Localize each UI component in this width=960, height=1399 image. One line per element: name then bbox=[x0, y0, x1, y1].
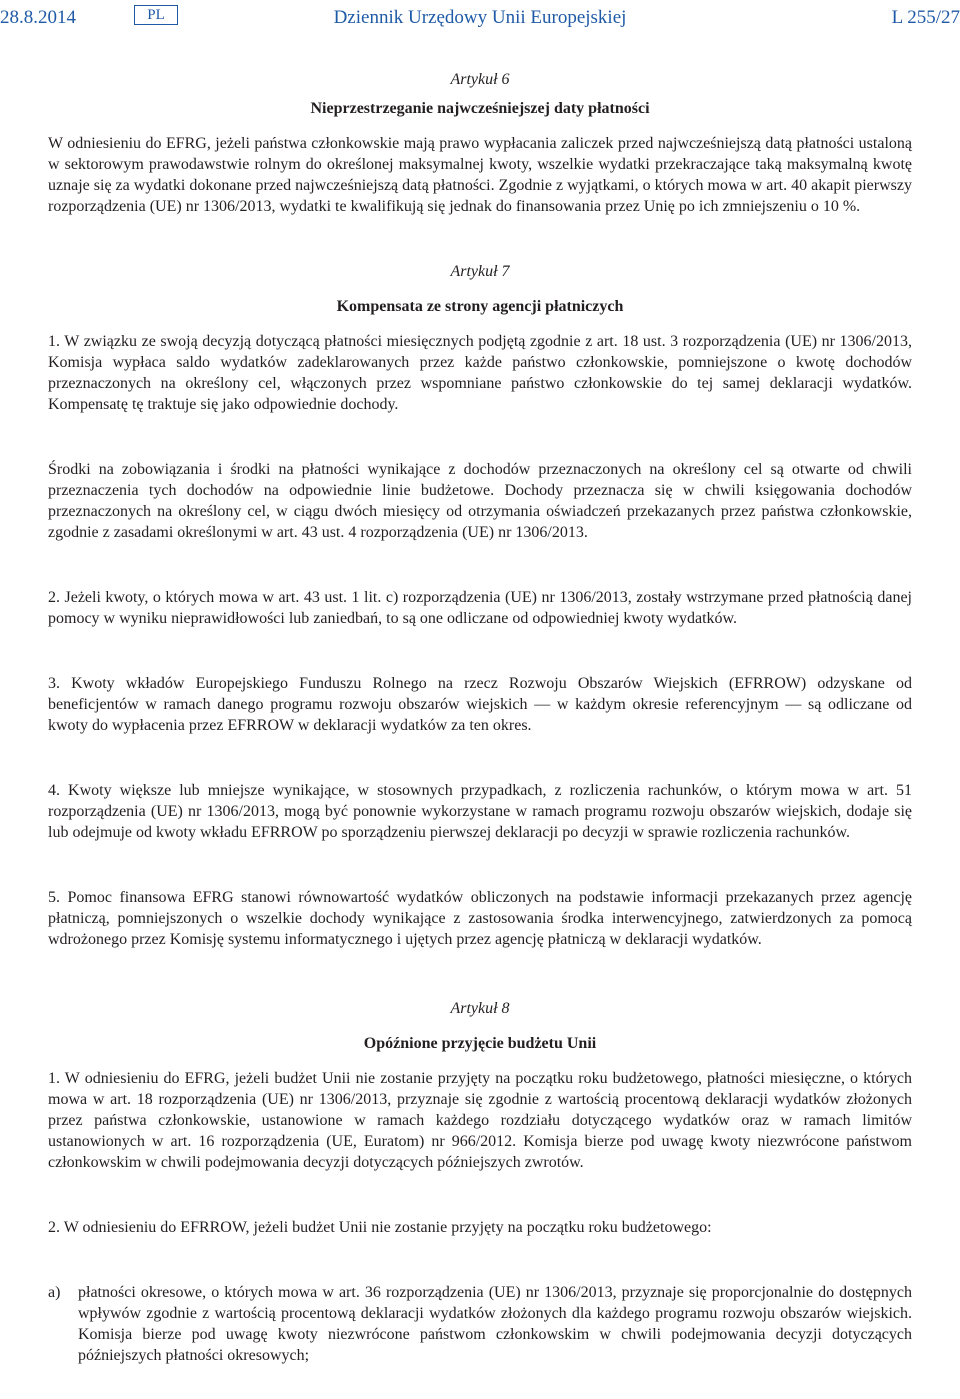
article-7-title: Kompensata ze strony agencji płatniczych bbox=[336, 298, 624, 315]
article-8-paragraph-2: 2. W odniesieniu do EFRROW, jeżeli budżet Unii nie zostanie przyjęty na początku roku budżetowego: bbox=[48, 1219, 712, 1236]
journal-title: Dziennik Urzędowy Unii Europejskiej bbox=[333, 7, 627, 28]
article-6-title: Nieprzestrzeganie najwcześniejszej daty płatności bbox=[310, 100, 650, 117]
article-8-list-item-a bbox=[48, 1282, 912, 1366]
article-8-paragraph-1: 1. W odniesieniu do EFRG, jeżeli budżet Unii nie zostanie przyjęty na początku roku budżetowego, płatności miesięczne, o których mowa w art. 18 rozporządzenia (UE) nr 1306/2013, przyznaje się zgodnie z wartością procentową deklaracji wydatków złożonych przez państwa członkowskie, ustanowione w ramach każdego rozdziału dotyczącego wydatków oraz w ramach limitów ustanowionych w art. 16 rozporządzenia (UE, Euratom) nr 966/2012. Komisja bierze pod uwagę kwoty niezwrócone państwom członkowskim w chwili podejmowania decyzji dotyczących późniejszych zwrotów. bbox=[48, 1070, 912, 1171]
list-item-text: płatności okresowe, o których mowa w art. 36 rozporządzenia (UE) nr 1306/2013, przyznaje się proporcjonalnie do dostępnych wpływów zgodnie z wartością procentową deklaracji wydatków złożonych dla każdego programu rozwoju obszarów wiejskich. Komisja bierze pod uwagę kwoty niezwrócone państwom członkowskim w chwili podejmowania decyzji dotyczących późniejszych płatności okresowych; bbox=[78, 1284, 912, 1364]
page-reference: L 255/27 bbox=[891, 7, 960, 28]
header-date: 28.8.2014 bbox=[0, 7, 76, 28]
article-7-number: Artykuł 7 bbox=[450, 263, 510, 280]
article-8-number: Artykuł 8 bbox=[450, 1000, 510, 1017]
document-body bbox=[48, 65, 912, 1366]
article-6-number: Artykuł 6 bbox=[450, 71, 510, 88]
list-item-label: a) bbox=[48, 1284, 61, 1301]
language-badge: PL bbox=[134, 5, 178, 25]
article-6-paragraph: W odniesieniu do EFRG, jeżeli państwa członkowskie mają prawo wypłacania zaliczek przed najwcześniejszą datą płatności ustaloną w sektorowym prawodawstwie rolnym do określonej maksymalnej kwoty, wszelkie wydatki przekraczające taką maksymalną kwotę uznaje się za wydatki dokonane przed najwcześniejszą datą płatności. Zgodnie z wyjątkami, o których mowa w art. 40 akapit pierwszy rozporządzenia (UE) nr 1306/2013, wydatki te kwalifikują się jednak do finansowania przez Unię po ich zmniejszeniu o 10 %. bbox=[48, 135, 912, 215]
article-7-paragraph-5: 4. Kwoty większe lub mniejsze wynikające, w stosownych przypadkach, z rozliczenia rachunków, o którym mowa w art. 51 rozporządzenia (UE) nr 1306/2013, mogą być ponownie wykorzystane w ramach programu rozwoju obszarów wiejskich, dodaje się lub odejmuje od kwoty wkładu EFRROW po sporządzeniu pierwszej deklaracji po decyzji w sprawie rozliczenia rachunków. bbox=[48, 782, 912, 841]
article-7-paragraph-2: Środki na zobowiązania i środki na płatności wynikające z dochodów przeznaczonych na określony cel są otwarte od chwili przeznaczenia tych dochodów na odpowiednie linie budżetowe. Dochody przeznacza się w chwili księgowania dochodów przeznaczonych na określony cel, w ciągu dwóch miesięcy od otrzymania oświadczeń przekazanych przez państwa członkowskie, zgodnie z zasadami określonymi w art. 43 ust. 4 rozporządzenia (UE) nr 1306/2013. bbox=[48, 461, 912, 541]
article-7-paragraph-1: 1. W związku ze swoją decyzją dotyczącą płatności miesięcznych podjętą zgodnie z art. 18 ust. 3 rozporządzenia (UE) nr 1306/2013, Komisja wypłaca saldo wydatków zadeklarowanych przez każde państwo członkowskie, pomniejszone o kwotę dochodów przeznaczonych na określony cel, włączonych przez wspomniane państwo członkowskie do tej samej deklaracji wydatków. Kompensatę tę traktuje się jako odpowiednie dochody. bbox=[48, 333, 912, 413]
article-7-paragraph-6: 5. Pomoc finansowa EFRG stanowi równowartość wydatków obliczonych na podstawie informacji przekazanych przez agencję płatniczą, pomniejszonych o wszelkie dochody wynikające z zastosowania środka interwencyjnego, zatwierdzonych za pomocą wdrożonego przez Komisję systemu informatycznego i ujętych przez agencję płatniczą w deklaracji wydatków. bbox=[48, 889, 912, 948]
article-7-paragraph-3: 2. Jeżeli kwoty, o których mowa w art. 43 ust. 1 lit. c) rozporządzenia (UE) nr 1306/2013, zostały wstrzymane przed płatnością danej pomocy w wyniku nieprawidłowości lub zaniedbań, to są one odliczane od odpowiedniej kwoty wydatków. bbox=[48, 589, 912, 627]
article-7-paragraph-4: 3. Kwoty wkładów Europejskiego Funduszu Rolnego na rzecz Rozwoju Obszarów Wiejskich (EFRROW) odzyskane od beneficjentów w ramach danego programu rozwoju obszarów wiejskich — w każdym okresie referencyjnym — są odliczane od kwoty do wypłacenia przez EFRROW w deklaracji wydatków za ten okres. bbox=[48, 675, 912, 734]
article-8-title: Opóźnione przyjęcie budżetu Unii bbox=[363, 1035, 597, 1052]
page-header bbox=[0, 5, 960, 29]
